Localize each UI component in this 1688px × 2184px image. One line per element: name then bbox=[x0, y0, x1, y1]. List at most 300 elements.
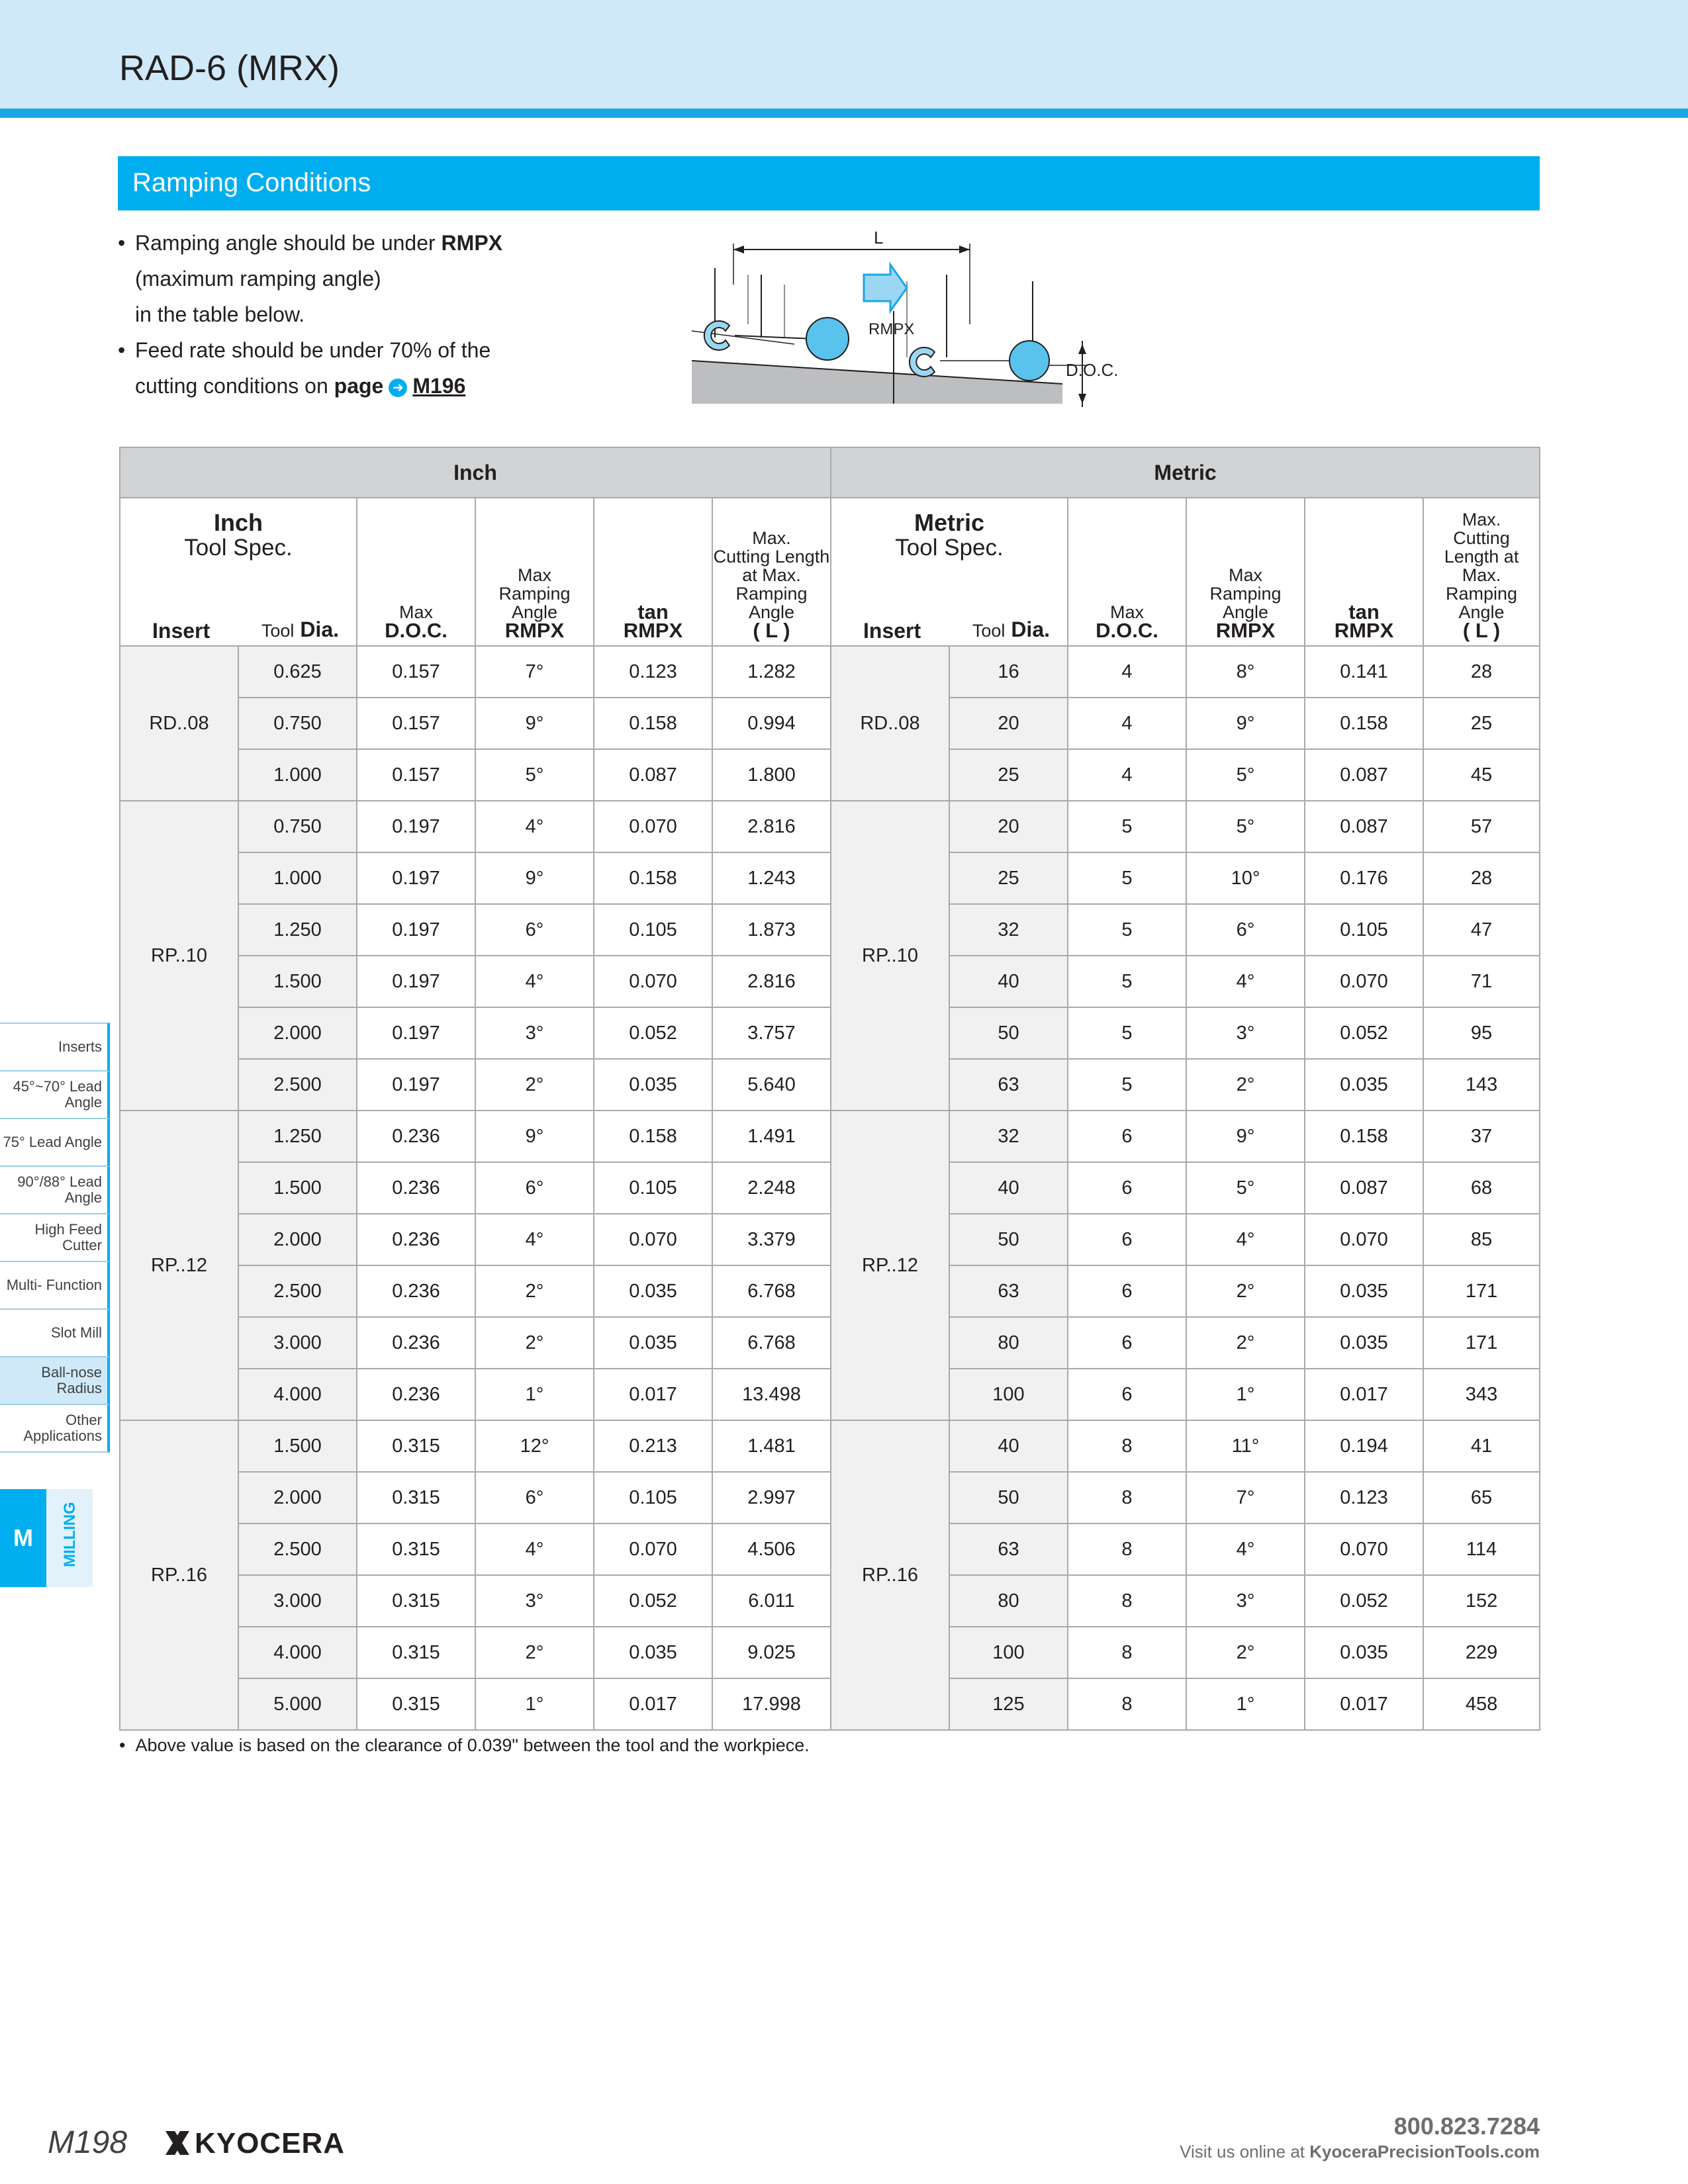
inch-tool-dia-cell: 2.000 bbox=[238, 1007, 357, 1059]
inch-tool-dia-cell: 1.000 bbox=[238, 852, 357, 904]
metric-ramp-angle-header-line: Max bbox=[1228, 565, 1262, 585]
metric-value-cell: 5 bbox=[1068, 801, 1186, 852]
table-row bbox=[120, 1059, 1540, 1111]
inch-value-cell: 0.994 bbox=[712, 698, 831, 749]
bullet-continuation: (maximum ramping angle) bbox=[135, 267, 381, 291]
inch-value-cell: 0.197 bbox=[357, 852, 475, 904]
inch-ramp-angle-header-line: Max bbox=[517, 565, 551, 585]
inch-value-cell: 0.213 bbox=[594, 1420, 712, 1472]
spec-subheaders bbox=[831, 617, 1067, 643]
metric-tool-dia-cell: 100 bbox=[949, 1627, 1068, 1678]
feed-direction-arrow bbox=[864, 265, 907, 311]
side-tab[interactable]: 45°~70° Lead Angle bbox=[0, 1071, 110, 1119]
inch-value-cell: 2.997 bbox=[712, 1472, 831, 1524]
metric-value-cell: 8 bbox=[1068, 1678, 1186, 1730]
inch-tool-dia-cell: 1.500 bbox=[238, 1162, 357, 1214]
metric-value-cell: 5 bbox=[1068, 1059, 1186, 1111]
inch-doc-header-line: Max bbox=[399, 602, 433, 622]
metric-value-cell: 4 bbox=[1068, 646, 1186, 698]
inch-value-cell: 0.158 bbox=[594, 1111, 712, 1162]
phone-number: 800.823.7284 bbox=[1393, 2113, 1540, 2140]
doc-label: D.O.C. bbox=[1066, 360, 1119, 380]
inch-value-cell: 4° bbox=[475, 801, 594, 852]
metric-value-cell: 1° bbox=[1186, 1369, 1305, 1420]
metric-value-cell: 0.123 bbox=[1305, 1472, 1423, 1524]
metric-value-cell: 458 bbox=[1423, 1678, 1540, 1730]
metric-value-cell: 28 bbox=[1423, 852, 1540, 904]
inch-value-cell: 1.873 bbox=[712, 904, 831, 956]
metric-max-length-header bbox=[1423, 498, 1540, 646]
metric-value-cell: 6 bbox=[1068, 1214, 1186, 1265]
metric-max-length-header-line: Max. bbox=[1462, 510, 1501, 529]
inch-value-cell: 2.248 bbox=[712, 1162, 831, 1214]
bullet-list bbox=[118, 225, 502, 404]
metric-value-cell: 143 bbox=[1423, 1059, 1540, 1111]
metric-value-cell: 0.070 bbox=[1305, 1524, 1423, 1575]
inch-value-cell: 0.236 bbox=[357, 1111, 475, 1162]
metric-value-cell: 171 bbox=[1423, 1317, 1540, 1369]
metric-tan-header-line: tan bbox=[1348, 600, 1380, 623]
metric-value-cell: 5° bbox=[1186, 1162, 1305, 1214]
inch-max-length-header-line: ( L ) bbox=[753, 619, 790, 642]
inch-tan-header bbox=[594, 498, 712, 646]
inch-value-cell: 0.158 bbox=[594, 698, 712, 749]
inch-value-cell: 0.052 bbox=[594, 1007, 712, 1059]
inch-value-cell: 0.157 bbox=[357, 646, 475, 698]
table-row bbox=[120, 646, 1540, 698]
inch-value-cell: 0.105 bbox=[594, 1162, 712, 1214]
inch-value-cell: 0.197 bbox=[357, 956, 475, 1007]
footnote: • Above value is based on the clearance of 0.039" between the tool and the workpiece. bbox=[119, 1735, 810, 1755]
inch-value-cell: 5.640 bbox=[712, 1059, 831, 1111]
table-row bbox=[120, 1214, 1540, 1265]
inch-tool-dia-cell: 2.000 bbox=[238, 1472, 357, 1524]
inch-value-cell: 0.087 bbox=[594, 749, 712, 801]
metric-value-cell: 85 bbox=[1423, 1214, 1540, 1265]
metric-value-cell: 57 bbox=[1423, 801, 1540, 852]
inch-value-cell: 0.070 bbox=[594, 1524, 712, 1575]
inch-value-cell: 0.105 bbox=[594, 1472, 712, 1524]
brand-name: KYOCERA bbox=[195, 2127, 346, 2160]
metric-value-cell: 45 bbox=[1423, 749, 1540, 801]
inch-tool-dia-cell: 5.000 bbox=[238, 1678, 357, 1730]
table-row bbox=[120, 1162, 1540, 1214]
metric-value-cell: 41 bbox=[1423, 1420, 1540, 1472]
metric-tool-dia-cell: 125 bbox=[949, 1678, 1068, 1730]
bullet-bold: page bbox=[334, 374, 384, 398]
insert-header: Insert bbox=[152, 619, 211, 643]
inch-tool-dia-cell: 2.500 bbox=[238, 1524, 357, 1575]
metric-insert-cell: RP..12 bbox=[831, 1111, 949, 1420]
inch-value-cell: 0.315 bbox=[357, 1575, 475, 1627]
inch-value-cell: 9° bbox=[475, 698, 594, 749]
website-prefix: Visit us online at bbox=[1180, 2142, 1310, 2161]
table-row bbox=[120, 1007, 1540, 1059]
metric-ramp-angle-header-line: RMPX bbox=[1215, 619, 1276, 642]
metric-doc-header-line: Max bbox=[1109, 602, 1144, 622]
metric-value-cell: 171 bbox=[1423, 1265, 1540, 1317]
metric-doc-header-line: D.O.C. bbox=[1096, 619, 1158, 642]
inch-tool-dia-cell: 1.250 bbox=[238, 904, 357, 956]
table-row bbox=[120, 1678, 1540, 1730]
metric-value-cell: 4 bbox=[1068, 698, 1186, 749]
inch-tool-dia-cell: 1.000 bbox=[238, 749, 357, 801]
inch-value-cell: 5° bbox=[475, 749, 594, 801]
metric-value-cell: 11° bbox=[1186, 1420, 1305, 1472]
table-row bbox=[120, 1575, 1540, 1627]
metric-tool-dia-cell: 63 bbox=[949, 1265, 1068, 1317]
inch-value-cell: 17.998 bbox=[712, 1678, 831, 1730]
website-link[interactable]: KyoceraPrecisionTools.com bbox=[1309, 2142, 1540, 2161]
metric-max-length-header-line: Ramping Angle bbox=[1446, 584, 1518, 622]
inch-value-cell: 0.070 bbox=[594, 1214, 712, 1265]
metric-tool-dia-cell: 80 bbox=[949, 1575, 1068, 1627]
inch-doc-header-line: D.O.C. bbox=[385, 619, 447, 642]
side-tabs bbox=[0, 1023, 110, 1453]
metric-value-cell: 8 bbox=[1068, 1627, 1186, 1678]
table-row bbox=[120, 852, 1540, 904]
inch-value-cell: 1.481 bbox=[712, 1420, 831, 1472]
metric-max-length-header-line: Cutting Length at Max. bbox=[1444, 528, 1519, 585]
insert-circle bbox=[806, 318, 849, 360]
metric-tool-dia-cell: 50 bbox=[949, 1214, 1068, 1265]
dia-word: Dia. bbox=[300, 617, 339, 641]
inch-tool-dia-cell: 3.000 bbox=[238, 1317, 357, 1369]
metric-value-cell: 8 bbox=[1068, 1575, 1186, 1627]
metric-tool-dia-cell: 40 bbox=[949, 1420, 1068, 1472]
section-bar bbox=[118, 156, 1540, 210]
inch-value-cell: 2° bbox=[475, 1265, 594, 1317]
metric-value-cell: 6 bbox=[1068, 1317, 1186, 1369]
table-row bbox=[120, 801, 1540, 852]
table-row bbox=[120, 1472, 1540, 1524]
metric-value-cell: 28 bbox=[1423, 646, 1540, 698]
metric-value-cell: 7° bbox=[1186, 1472, 1305, 1524]
inch-value-cell: 2° bbox=[475, 1317, 594, 1369]
metric-ramp-angle-header-line: Ramping Angle bbox=[1209, 584, 1282, 622]
side-tab[interactable]: Other Applications bbox=[0, 1405, 110, 1453]
inch-value-cell: 0.236 bbox=[357, 1369, 475, 1420]
inch-max-length-header-line: Cutting Length at Max. bbox=[713, 547, 830, 585]
inch-value-cell: 4° bbox=[475, 1214, 594, 1265]
inch-value-cell: 0.315 bbox=[357, 1420, 475, 1472]
metric-value-cell: 0.158 bbox=[1305, 698, 1423, 749]
insert-circle bbox=[1009, 341, 1049, 381]
inch-tool-spec-header bbox=[120, 498, 357, 646]
metric-tool-dia-cell: 40 bbox=[949, 1162, 1068, 1214]
inch-value-cell: 0.070 bbox=[594, 956, 712, 1007]
metric-value-cell: 6 bbox=[1068, 1265, 1186, 1317]
inch-tool-dia-cell: 3.000 bbox=[238, 1575, 357, 1627]
metric-value-cell: 95 bbox=[1423, 1007, 1540, 1059]
header-rule bbox=[0, 109, 1688, 118]
inch-value-cell: 0.236 bbox=[357, 1265, 475, 1317]
metric-value-cell: 0.141 bbox=[1305, 646, 1423, 698]
inch-tool-dia-cell: 0.750 bbox=[238, 801, 357, 852]
metric-value-cell: 5 bbox=[1068, 956, 1186, 1007]
bullet-text: Feed rate should be under 70% of the bbox=[135, 338, 491, 362]
inch-value-cell: 4° bbox=[475, 1524, 594, 1575]
metric-value-cell: 0.194 bbox=[1305, 1420, 1423, 1472]
metric-max-length-header-line: ( L ) bbox=[1462, 619, 1501, 642]
inch-value-cell: 0.197 bbox=[357, 904, 475, 956]
spec-unit: Metric bbox=[914, 509, 985, 536]
inch-value-cell: 0.035 bbox=[594, 1317, 712, 1369]
inch-max-length-header bbox=[712, 498, 831, 646]
metric-value-cell: 1° bbox=[1186, 1678, 1305, 1730]
inch-value-cell: 0.157 bbox=[357, 749, 475, 801]
bullet-item: • Ramping angle should be under RMPX bbox=[118, 231, 502, 255]
inch-value-cell: 6.768 bbox=[712, 1265, 831, 1317]
metric-value-cell: 0.035 bbox=[1305, 1265, 1423, 1317]
metric-value-cell: 0.035 bbox=[1305, 1627, 1423, 1678]
table-body bbox=[120, 646, 1540, 1730]
bullet-text: cutting conditions on bbox=[135, 374, 334, 398]
metric-value-cell: 10° bbox=[1186, 852, 1305, 904]
inch-value-cell: 1.491 bbox=[712, 1111, 831, 1162]
length-label: L bbox=[874, 228, 884, 248]
metric-value-cell: 114 bbox=[1423, 1524, 1540, 1575]
inch-value-cell: 2° bbox=[475, 1627, 594, 1678]
inch-tool-dia-cell: 0.750 bbox=[238, 698, 357, 749]
inch-tool-dia-cell: 2.500 bbox=[238, 1059, 357, 1111]
metric-tool-dia-cell: 32 bbox=[949, 1111, 1068, 1162]
inch-value-cell: 9° bbox=[475, 1111, 594, 1162]
footnote-text: Above value is based on the clearance of 0.039" between the tool and the workpiece. bbox=[135, 1735, 810, 1755]
inch-value-cell: 0.017 bbox=[594, 1369, 712, 1420]
ramping-diagram bbox=[688, 225, 1152, 410]
side-tab[interactable]: Multi- Function bbox=[0, 1262, 110, 1310]
insert-header: Insert bbox=[863, 619, 921, 643]
metric-value-cell: 229 bbox=[1423, 1627, 1540, 1678]
inch-tool-dia-cell: 1.500 bbox=[238, 956, 357, 1007]
inch-value-cell: 3° bbox=[475, 1575, 594, 1627]
page-title: RAD-6 (MRX) bbox=[119, 48, 340, 88]
chapter-letter[interactable]: M bbox=[0, 1489, 46, 1587]
inch-value-cell: 6° bbox=[475, 904, 594, 956]
metric-tool-dia-cell: 20 bbox=[949, 801, 1068, 852]
metric-value-cell: 8 bbox=[1068, 1472, 1186, 1524]
metric-tool-dia-cell: 16 bbox=[949, 646, 1068, 698]
inch-value-cell: 2.816 bbox=[712, 956, 831, 1007]
metric-value-cell: 3° bbox=[1186, 1007, 1305, 1059]
metric-tool-dia-cell: 32 bbox=[949, 904, 1068, 956]
metric-value-cell: 65 bbox=[1423, 1472, 1540, 1524]
metric-value-cell: 0.052 bbox=[1305, 1007, 1423, 1059]
metric-value-cell: 0.176 bbox=[1305, 852, 1423, 904]
metric-tool-dia-cell: 25 bbox=[949, 749, 1068, 801]
metric-value-cell: 37 bbox=[1423, 1111, 1540, 1162]
inch-value-cell: 0.315 bbox=[357, 1678, 475, 1730]
inch-tool-dia-cell: 1.250 bbox=[238, 1111, 357, 1162]
metric-value-cell: 4° bbox=[1186, 956, 1305, 1007]
spec-unit: Inch bbox=[213, 509, 263, 536]
inch-insert-cell: RP..10 bbox=[120, 801, 238, 1111]
inch-tool-dia-cell: 4.000 bbox=[238, 1627, 357, 1678]
metric-value-cell: 0.087 bbox=[1305, 1162, 1423, 1214]
inch-value-cell: 0.236 bbox=[357, 1162, 475, 1214]
metric-tool-dia-cell: 20 bbox=[949, 698, 1068, 749]
inch-doc-header bbox=[357, 498, 475, 646]
metric-value-cell: 8 bbox=[1068, 1420, 1186, 1472]
metric-insert-cell: RD..08 bbox=[831, 646, 949, 801]
tool-dia-header bbox=[972, 617, 1050, 641]
inch-value-cell: 1° bbox=[475, 1369, 594, 1420]
inch-value-cell: 6.768 bbox=[712, 1317, 831, 1369]
inch-tool-dia-cell: 4.000 bbox=[238, 1369, 357, 1420]
metric-insert-cell: RP..16 bbox=[831, 1420, 949, 1730]
inch-insert-cell: RD..08 bbox=[120, 646, 238, 801]
side-tab[interactable]: Inserts bbox=[0, 1023, 110, 1071]
metric-value-cell: 6 bbox=[1068, 1369, 1186, 1420]
inch-ramp-angle-header bbox=[475, 498, 594, 646]
metric-value-cell: 2° bbox=[1186, 1317, 1305, 1369]
metric-value-cell: 0.052 bbox=[1305, 1575, 1423, 1627]
inch-value-cell: 0.315 bbox=[357, 1627, 475, 1678]
inch-ramp-angle-header-line: RMPX bbox=[504, 619, 565, 642]
metric-value-cell: 5 bbox=[1068, 904, 1186, 956]
metric-value-cell: 0.158 bbox=[1305, 1111, 1423, 1162]
inch-value-cell: 0.236 bbox=[357, 1317, 475, 1369]
metric-tool-dia-cell: 25 bbox=[949, 852, 1068, 904]
inch-value-cell: 6° bbox=[475, 1162, 594, 1214]
metric-value-cell: 0.087 bbox=[1305, 749, 1423, 801]
inch-value-cell: 0.035 bbox=[594, 1059, 712, 1111]
inch-value-cell: 0.315 bbox=[357, 1472, 475, 1524]
side-tab[interactable]: High Feed Cutter bbox=[0, 1214, 110, 1262]
metric-value-cell: 6° bbox=[1186, 904, 1305, 956]
inch-value-cell: 7° bbox=[475, 646, 594, 698]
metric-value-cell: 3° bbox=[1186, 1575, 1305, 1627]
spec-label: Tool Spec. bbox=[184, 535, 293, 561]
metric-value-cell: 5° bbox=[1186, 801, 1305, 852]
inch-value-cell: 2.816 bbox=[712, 801, 831, 852]
inch-insert-cell: RP..16 bbox=[120, 1420, 238, 1730]
table-row bbox=[120, 904, 1540, 956]
metric-value-cell: 0.017 bbox=[1305, 1678, 1423, 1730]
side-tab[interactable]: Slot Mill bbox=[0, 1310, 110, 1357]
inch-value-cell: 4° bbox=[475, 956, 594, 1007]
metric-tool-dia-cell: 63 bbox=[949, 1524, 1068, 1575]
spec-title bbox=[831, 510, 1067, 561]
side-tab[interactable]: Ball-nose Radius bbox=[0, 1357, 110, 1405]
metric-value-cell: 0.070 bbox=[1305, 1214, 1423, 1265]
kyocera-logo-icon bbox=[163, 2128, 192, 2158]
metric-value-cell: 6 bbox=[1068, 1111, 1186, 1162]
metric-tool-dia-cell: 80 bbox=[949, 1317, 1068, 1369]
inch-group-header: Inch bbox=[120, 447, 831, 498]
metric-value-cell: 6 bbox=[1068, 1162, 1186, 1214]
workpiece-shape bbox=[692, 361, 1062, 404]
tool-word: Tool bbox=[972, 621, 1006, 641]
inch-value-cell: 9° bbox=[475, 852, 594, 904]
inch-value-cell: 0.105 bbox=[594, 904, 712, 956]
inch-value-cell: 0.052 bbox=[594, 1575, 712, 1627]
chapter-tab[interactable] bbox=[46, 1489, 93, 1587]
inch-value-cell: 6.011 bbox=[712, 1575, 831, 1627]
metric-tool-dia-cell: 50 bbox=[949, 1007, 1068, 1059]
page-number: M198 bbox=[48, 2125, 128, 2160]
metric-value-cell: 4° bbox=[1186, 1214, 1305, 1265]
metric-ramp-angle-header bbox=[1186, 498, 1305, 646]
bullet-text: Ramping angle should be under bbox=[135, 231, 442, 255]
chapter-name: MILLING bbox=[61, 1502, 79, 1567]
inch-value-cell: 3° bbox=[475, 1007, 594, 1059]
kyocera-logo bbox=[163, 2126, 346, 2160]
metric-value-cell: 47 bbox=[1423, 904, 1540, 956]
metric-value-cell: 343 bbox=[1423, 1369, 1540, 1420]
metric-tan-header bbox=[1305, 498, 1423, 646]
side-tab[interactable]: 90°/88° Lead Angle bbox=[0, 1167, 110, 1214]
table-row bbox=[120, 749, 1540, 801]
table-row bbox=[120, 1627, 1540, 1678]
inch-value-cell: 0.123 bbox=[594, 646, 712, 698]
inch-value-cell: 0.017 bbox=[594, 1678, 712, 1730]
inch-value-cell: 1.282 bbox=[712, 646, 831, 698]
dia-word: Dia. bbox=[1011, 617, 1050, 641]
table-row bbox=[120, 956, 1540, 1007]
inch-value-cell: 0.157 bbox=[357, 698, 475, 749]
inch-max-length-header-line: Max. bbox=[752, 528, 791, 548]
inch-value-cell: 0.197 bbox=[357, 1059, 475, 1111]
table-row bbox=[120, 1265, 1540, 1317]
inch-insert-cell: RP..12 bbox=[120, 1111, 238, 1420]
section-title: Ramping Conditions bbox=[132, 168, 371, 197]
metric-value-cell: 2° bbox=[1186, 1059, 1305, 1111]
bullet-item: • Feed rate should be under 70% of the bbox=[118, 338, 491, 362]
metric-tool-dia-cell: 63 bbox=[949, 1059, 1068, 1111]
metric-value-cell: 9° bbox=[1186, 1111, 1305, 1162]
inch-max-length-header-line: Ramping Angle bbox=[735, 584, 808, 622]
metric-value-cell: 71 bbox=[1423, 956, 1540, 1007]
inch-tan-header-line: RMPX bbox=[623, 619, 683, 642]
metric-insert-cell: RP..10 bbox=[831, 801, 949, 1111]
metric-value-cell: 0.035 bbox=[1305, 1317, 1423, 1369]
spec-label: Tool Spec. bbox=[895, 535, 1004, 561]
metric-value-cell: 8 bbox=[1068, 1524, 1186, 1575]
page-ref-link[interactable]: M196 bbox=[412, 374, 466, 398]
inch-value-cell: 1° bbox=[475, 1678, 594, 1730]
metric-value-cell: 4° bbox=[1186, 1524, 1305, 1575]
inch-value-cell: 0.197 bbox=[357, 801, 475, 852]
tool-word: Tool bbox=[261, 621, 295, 641]
inch-value-cell: 0.236 bbox=[357, 1214, 475, 1265]
inch-value-cell: 0.035 bbox=[594, 1627, 712, 1678]
inch-tool-dia-cell: 2.500 bbox=[238, 1265, 357, 1317]
inch-value-cell: 3.379 bbox=[712, 1214, 831, 1265]
metric-value-cell: 5 bbox=[1068, 852, 1186, 904]
table-row bbox=[120, 1111, 1540, 1162]
metric-tool-spec-header bbox=[831, 498, 1068, 646]
bullet-continuation: in the table below. bbox=[135, 302, 305, 326]
metric-value-cell: 9° bbox=[1186, 698, 1305, 749]
inch-value-cell: 0.158 bbox=[594, 852, 712, 904]
inch-value-cell: 0.315 bbox=[357, 1524, 475, 1575]
inch-value-cell: 4.506 bbox=[712, 1524, 831, 1575]
table-row bbox=[120, 1317, 1540, 1369]
inch-tool-dia-cell: 1.500 bbox=[238, 1420, 357, 1472]
metric-value-cell: 25 bbox=[1423, 698, 1540, 749]
metric-value-cell: 68 bbox=[1423, 1162, 1540, 1214]
inch-value-cell: 6° bbox=[475, 1472, 594, 1524]
metric-value-cell: 8° bbox=[1186, 646, 1305, 698]
ramping-table bbox=[119, 447, 1540, 1731]
inch-value-cell: 0.035 bbox=[594, 1265, 712, 1317]
inch-value-cell: 1.800 bbox=[712, 749, 831, 801]
inch-value-cell: 0.197 bbox=[357, 1007, 475, 1059]
inch-value-cell: 1.243 bbox=[712, 852, 831, 904]
side-tab[interactable]: 75° Lead Angle bbox=[0, 1119, 110, 1167]
